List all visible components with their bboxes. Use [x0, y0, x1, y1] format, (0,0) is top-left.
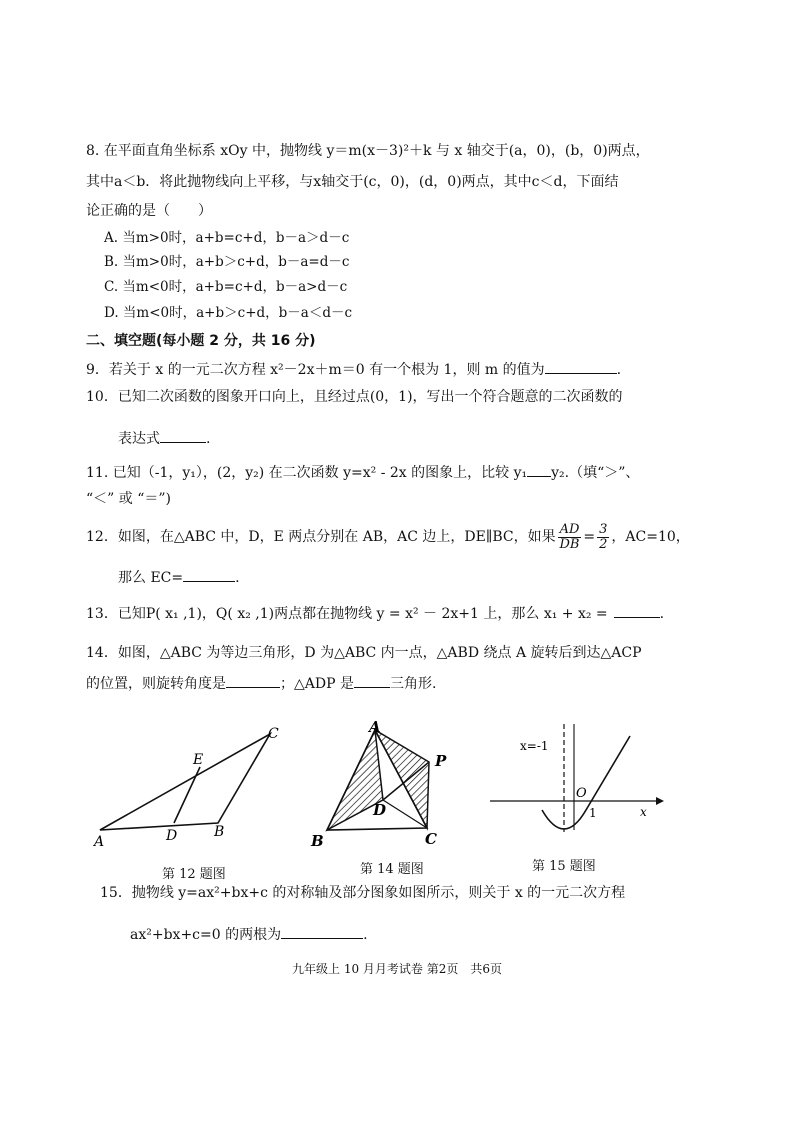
q12-ec-label: 那么 EC= — [118, 570, 184, 586]
q12-frac-num: AD — [559, 521, 580, 537]
q8-line3: 论正确的是（ ） — [86, 203, 212, 219]
fig12-label-a: A — [94, 834, 105, 850]
q12-text: 12．如图，在△ABC 中，D，E 两点分别在 AB，AC 边上，DE∥BC，如果 — [86, 529, 556, 545]
q8-line2: 其中a＜b．将此抛物线向上平移，与x轴交于(c，0)，(d，0)两点，其中c＜d，下面结 — [86, 174, 619, 190]
q11-text: 11. 已知（-1，y₁），(2，y₂) 在二次函数 y=x² - 2x 的图象上，比较 y₁ — [86, 465, 528, 481]
section-title: 二、填空题(每小题 2 分，共 16 分) — [86, 333, 316, 349]
fig14-label-d: D — [373, 801, 387, 819]
q11-answer-blank — [527, 462, 551, 477]
q12-frac-den: DB — [559, 536, 580, 552]
q14-text-2: ；△ADP 是 — [280, 676, 354, 692]
q12-fraction-ad-db — [558, 523, 582, 552]
figure-15 — [488, 718, 668, 838]
q12-frac2-num: 3 — [599, 521, 608, 537]
fig14-label-a: A — [369, 718, 381, 736]
q10-label: 表达式 — [118, 431, 160, 447]
page-footer: 九年级上 10 月月考试卷 第2页 共6页 — [292, 962, 502, 976]
q13-answer-blank — [614, 603, 660, 618]
fig12-de-segment — [174, 767, 200, 823]
q11-text-2: y₂.（填“＞”、 — [551, 465, 640, 481]
q13 — [86, 603, 664, 623]
fig14-label-p: P — [435, 752, 447, 770]
q14-line2 — [86, 673, 436, 693]
q15-end: . — [363, 927, 368, 943]
q8-option-d: D. 当m<0时，a+b＞c+d，b－a＜d－c — [104, 305, 353, 321]
fig15-caption: 第 15 题图 — [532, 859, 596, 874]
q15-answer-blank — [281, 924, 363, 939]
q9-text: 9．若关于 x 的一元二次方程 x²－2x＋m＝0 有一个根为 1，则 m 的值为 — [86, 362, 545, 378]
q14-type-blank — [354, 673, 390, 688]
q12-line1 — [86, 522, 690, 554]
q13-text: 13．已知P( x₁ ,1)，Q( x₂ ,1)两点都在抛物线 y = x² － 2x+1 上，那么 x₁ + x₂ = — [86, 606, 608, 622]
fig15-parabola — [542, 736, 630, 829]
q12-text-2: ，AC=10， — [611, 529, 690, 545]
fig12-label-c: C — [268, 726, 279, 742]
fig15-label-o: O — [576, 786, 587, 801]
fig15-x-axis-arrow — [656, 797, 664, 805]
q10-answer-blank — [160, 428, 206, 443]
q12-end: . — [235, 570, 240, 586]
q14-angle-blank — [226, 673, 280, 688]
fig12-label-d: D — [166, 828, 178, 844]
q9-end: . — [616, 362, 622, 378]
fig15-label-1: 1 — [589, 806, 597, 820]
q14-line1: 14．如图，△ABC 为等边三角形，D 为△ABC 内一点，△ABD 绕点 A 旋转后到达△ACP — [86, 645, 642, 661]
fig15-axis-label: x=-1 — [520, 739, 549, 753]
q8-line1: 8. 在平面直角坐标系 xOy 中，抛物线 y＝m(x－3)²＋k 与 x 轴交于(a，0)，(b，0)两点， — [86, 143, 650, 159]
q15-line1: 15．抛物线 y=ax²+bx+c 的对称轴及部分图象如图所示，则关于 x 的一元二次方程 — [100, 885, 626, 901]
q9 — [86, 359, 621, 379]
q11-line2: “＜” 或 “＝”) — [86, 491, 171, 507]
fig12-triangle — [100, 734, 270, 830]
fig15-label-x: x — [640, 805, 647, 819]
q15-text: ax²+bx+c=0 的两根为 — [130, 927, 282, 943]
q10-line2 — [118, 428, 210, 448]
fig12-caption: 第 12 题图 — [162, 867, 226, 882]
q12-eq: = — [583, 529, 596, 545]
q12-frac2-den: 2 — [599, 536, 608, 552]
q14-text: 的位置，则旋转角度是 — [86, 676, 226, 692]
q8-option-c: C. 当m<0时，a+b=c+d，b－a>d－c — [104, 279, 348, 295]
fig12-label-e: E — [193, 752, 204, 768]
q13-end: . — [659, 606, 665, 622]
q12-line2 — [118, 567, 240, 587]
q8-option-a: A. 当m>0时，a+b=c+d，b－a＞d－c — [104, 230, 350, 246]
q12-fraction-3-2 — [597, 523, 609, 552]
q14-text-3: 三角形. — [389, 676, 437, 692]
q9-answer-blank — [545, 359, 617, 374]
fig12-label-b: B — [214, 824, 225, 840]
q11-line1 — [86, 462, 639, 482]
fig14-label-c: C — [425, 830, 437, 848]
fig14-caption: 第 14 题图 — [360, 862, 424, 877]
q15-line2 — [130, 924, 368, 944]
q8-option-b: B. 当m>0时，a+b＞c+d，b－a=d－c — [104, 254, 350, 270]
q10-end: . — [206, 431, 211, 447]
q12-answer-blank — [183, 567, 235, 582]
figure-14 — [305, 718, 455, 853]
figure-12 — [88, 722, 288, 852]
fig14-label-b: B — [311, 832, 324, 850]
q10-line1: 10．已知二次函数的图象开口向上，且经过点(0，1)，写出一个符合题意的二次函数的 — [86, 389, 623, 405]
